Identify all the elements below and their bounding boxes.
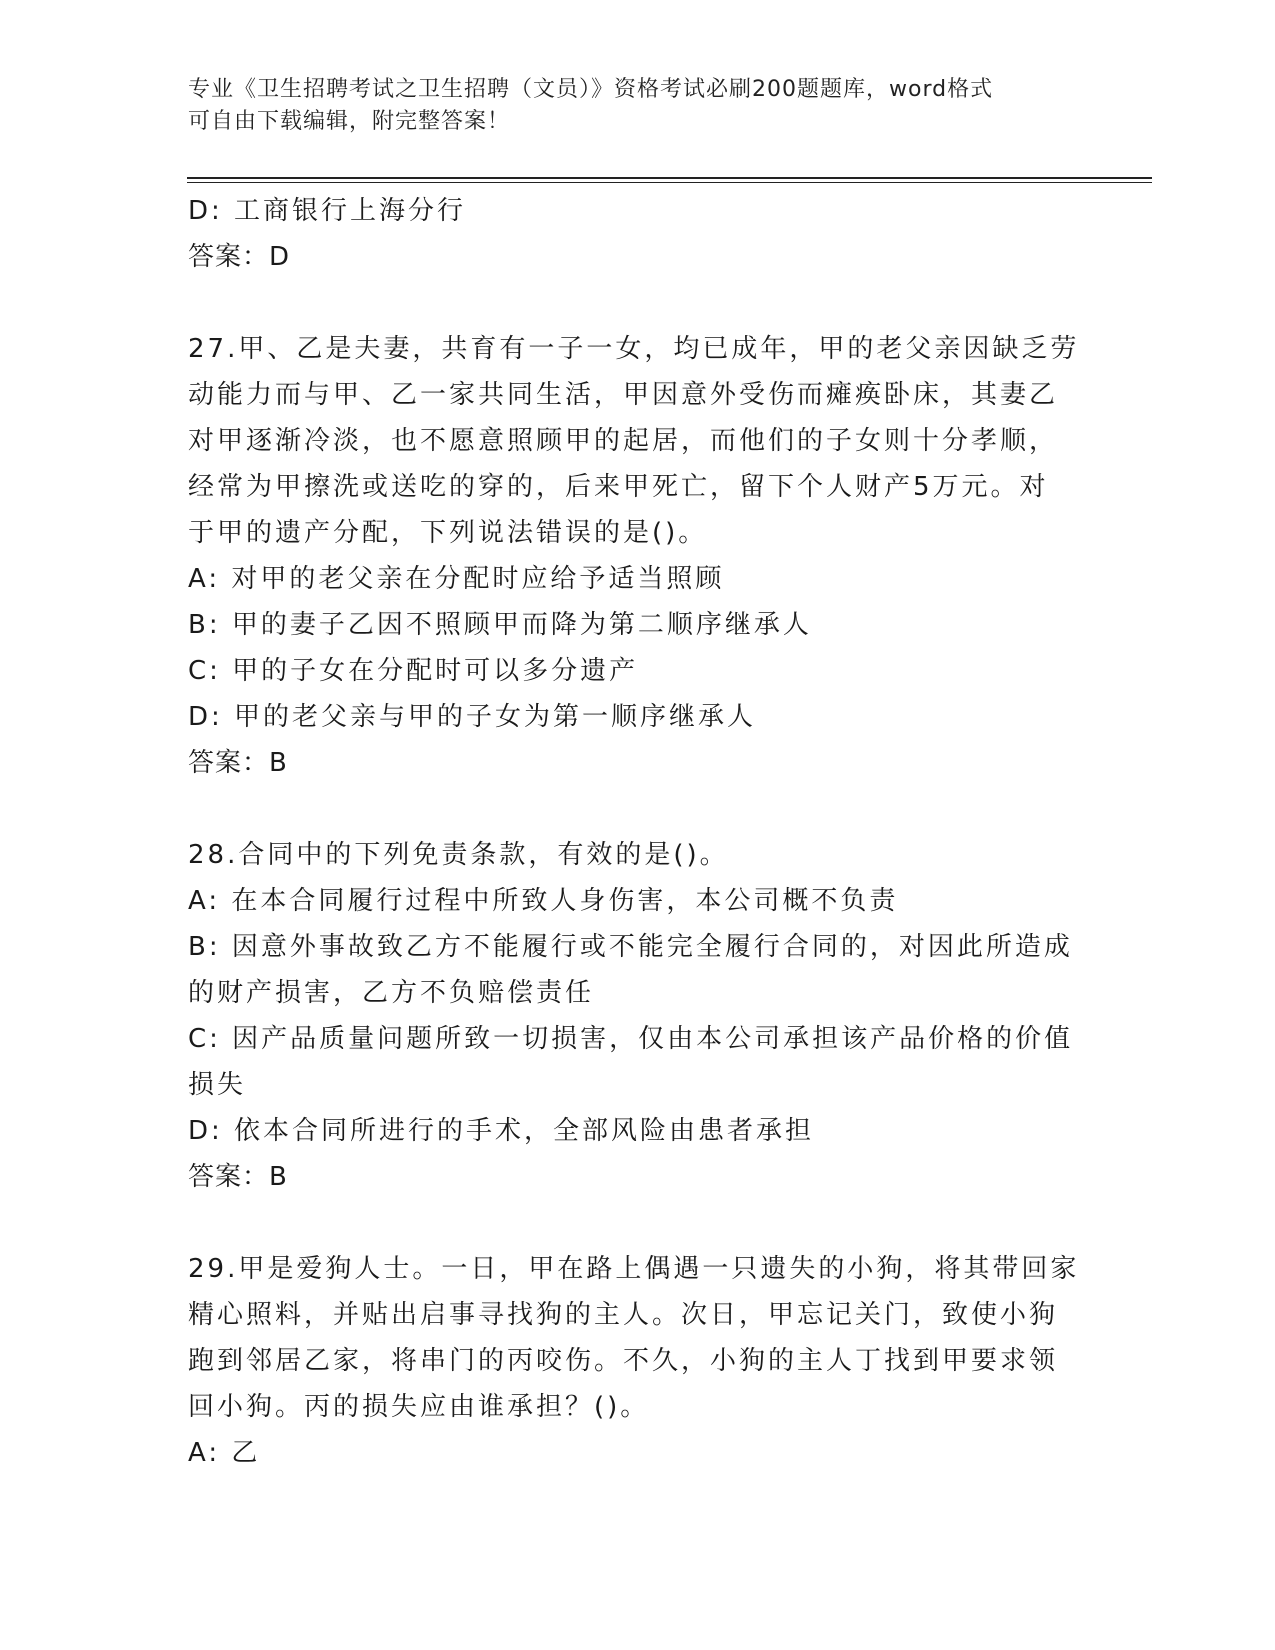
spacer	[188, 786, 1088, 832]
option-b-line-1: B: 因意外事故致乙方不能履行或不能完全履行合同的，对因此所造成	[188, 932, 1073, 962]
document-header	[188, 74, 1068, 138]
document-body	[188, 188, 1088, 1476]
question-29	[188, 1246, 1088, 1476]
option-b: B: 甲的妻子乙因不照顾甲而降为第二顺序继承人	[188, 610, 812, 640]
question-stem-line: 回小狗。丙的损失应由谁承担？()。	[188, 1392, 650, 1422]
question-stem-line: 于甲的遗产分配，下列说法错误的是()。	[188, 518, 708, 548]
option-c-line-2: 损失	[188, 1070, 247, 1100]
option-a: A: 在本合同履行过程中所致人身伤害，本公司概不负责	[188, 886, 899, 916]
header-line-2: 可自由下载编辑，附完整答案！	[188, 109, 511, 134]
spacer	[188, 1200, 1088, 1246]
option-d: D: 甲的老父亲与甲的子女为第一顺序继承人	[188, 702, 757, 732]
header-line-1: 专业《卫生招聘考试之卫生招聘（文员）》资格考试必刷200题题库，word格式	[188, 77, 994, 102]
question-28	[188, 832, 1088, 1200]
question-stem-line: 精心照料，并贴出启事寻找狗的主人。次日，甲忘记关门，致使小狗	[188, 1300, 1059, 1330]
question-stem-line: 动能力而与甲、乙一家共同生活，甲因意外受伤而瘫痪卧床，其妻乙	[188, 380, 1059, 410]
question-stem-line: 对甲逐渐冷淡，也不愿意照顾甲的起居，而他们的子女则十分孝顺，	[188, 426, 1059, 456]
question-stem-line: 经常为甲擦洗或送吃的穿的，后来甲死亡，留下个人财产5万元。对	[188, 472, 1049, 502]
header-divider-thin	[187, 182, 1152, 183]
question-stem-line: 27.甲、乙是夫妻，共育有一子一女，均已成年，甲的老父亲因缺乏劳	[188, 334, 1080, 364]
question-stem-line: 28.合同中的下列免责条款，有效的是()。	[188, 840, 729, 870]
question-26-tail	[188, 188, 1088, 280]
answer-label: 答案：D	[188, 242, 291, 272]
spacer	[188, 280, 1088, 326]
option-d: D: 依本合同所进行的手术，全部风险由患者承担	[188, 1116, 815, 1146]
option-a: A: 乙	[188, 1438, 261, 1468]
answer-label: 答案：B	[188, 748, 288, 778]
option-b-line-2: 的财产损害，乙方不负赔偿责任	[188, 978, 595, 1008]
option-c: C: 甲的子女在分配时可以多分遗产	[188, 656, 639, 686]
question-stem-line: 29.甲是爱狗人士。一日，甲在路上偶遇一只遗失的小狗，将其带回家	[188, 1254, 1080, 1284]
header-divider-thick	[187, 177, 1152, 179]
option-a: A: 对甲的老父亲在分配时应给予适当照顾	[188, 564, 725, 594]
option-d: D: 工商银行上海分行	[188, 196, 467, 226]
option-c-line-1: C: 因产品质量问题所致一切损害，仅由本公司承担该产品价格的价值	[188, 1024, 1074, 1054]
answer-label: 答案：B	[188, 1162, 288, 1192]
question-stem-line: 跑到邻居乙家，将串门的丙咬伤。不久，小狗的主人丁找到甲要求领	[188, 1346, 1059, 1376]
question-27	[188, 326, 1088, 786]
